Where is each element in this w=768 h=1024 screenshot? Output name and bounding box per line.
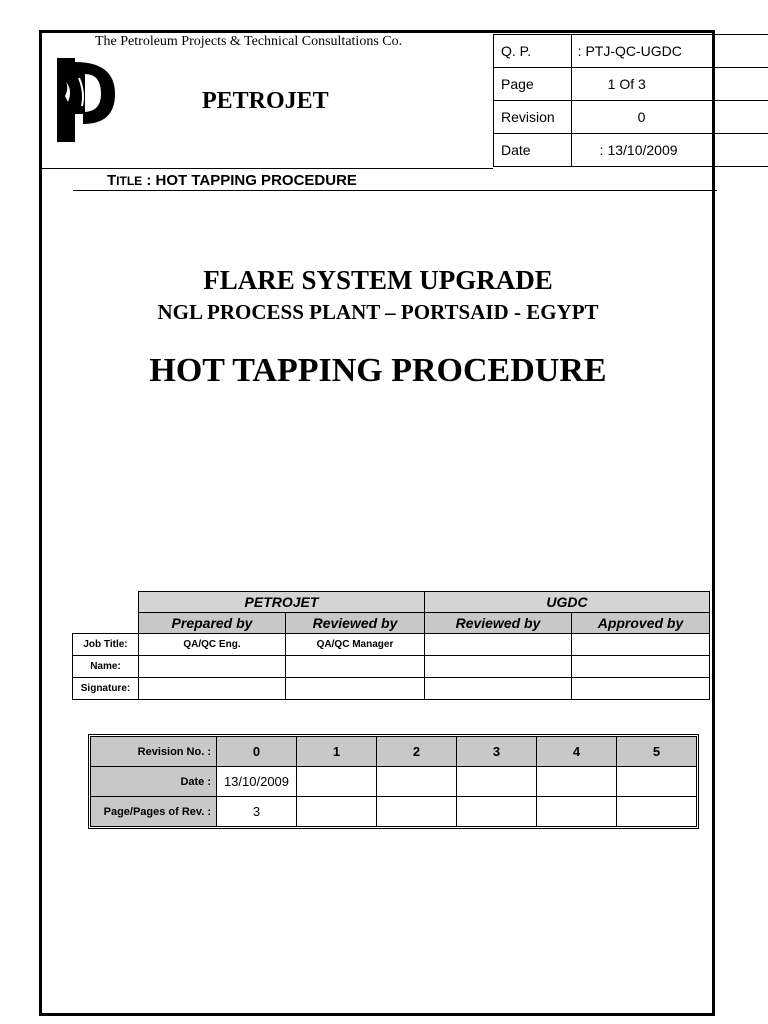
- project-title: FLARE SYSTEM UPGRADE: [203, 265, 553, 295]
- row-label: Name:: [73, 656, 139, 678]
- revision-date-row: [91, 767, 697, 797]
- title-text: : HOT TAPPING PROCEDURE: [142, 172, 357, 189]
- meta-key: Q. P.: [494, 35, 572, 68]
- revision-number: 3: [457, 737, 537, 767]
- meta-value: 0: [571, 101, 768, 134]
- revision-table-frame: [88, 734, 699, 829]
- meta-row-revision: [494, 101, 768, 134]
- revision-number-row: [91, 737, 697, 767]
- revision-date: [537, 767, 617, 797]
- header-divider: [41, 168, 493, 169]
- meta-row-page: [494, 68, 768, 101]
- brand-name: PETROJET: [202, 88, 329, 114]
- title-prefix-initial: T: [107, 172, 117, 189]
- title-underline: [73, 190, 717, 191]
- signature-cell: [139, 678, 286, 700]
- name-cell: [286, 656, 425, 678]
- revision-date: [457, 767, 537, 797]
- row-label: Page/Pages of Rev. :: [91, 797, 217, 827]
- revision-number: 4: [537, 737, 617, 767]
- meta-key: Date: [494, 134, 572, 167]
- name-cell: [572, 656, 710, 678]
- revision-pages: [617, 797, 697, 827]
- signature-cell: [425, 678, 572, 700]
- revision-table: [90, 736, 697, 827]
- name-cell: [139, 656, 286, 678]
- document-meta-table: [493, 34, 768, 167]
- row-label: Signature:: [73, 678, 139, 700]
- job-title-cell: [425, 634, 572, 656]
- revision-date: [377, 767, 457, 797]
- meta-value: : PTJ-QC-UGDC: [571, 35, 768, 68]
- petrojet-logo: [55, 58, 117, 142]
- approval-row-signature: [73, 678, 710, 700]
- revision-date: [617, 767, 697, 797]
- group-header: PETROJET: [139, 592, 425, 613]
- revision-number: 5: [617, 737, 697, 767]
- revision-pages: 3: [217, 797, 297, 827]
- meta-key: Revision: [494, 101, 572, 134]
- meta-value: : 13/10/2009: [571, 134, 768, 167]
- signature-cell: [286, 678, 425, 700]
- approval-table: [72, 591, 710, 700]
- empty-cell: [73, 592, 139, 613]
- title-bar: [107, 172, 357, 189]
- job-title-cell: QA/QC Manager: [286, 634, 425, 656]
- row-label: Job Title:: [73, 634, 139, 656]
- revision-pages: [457, 797, 537, 827]
- revision-pages: [297, 797, 377, 827]
- project-location: NGL PROCESS PLANT – PORTSAID - EGYPT: [157, 300, 599, 324]
- meta-row-date: [494, 134, 768, 167]
- meta-row-qp: [494, 35, 768, 68]
- title-prefix-rest: ITLE: [116, 174, 143, 188]
- job-title-cell: QA/QC Eng.: [139, 634, 286, 656]
- revision-number: 2: [377, 737, 457, 767]
- signature-cell: [572, 678, 710, 700]
- revision-date: 13/10/2009: [217, 767, 297, 797]
- document-title: HOT TAPPING PROCEDURE: [149, 352, 607, 389]
- revision-pages-row: [91, 797, 697, 827]
- row-label: Date :: [91, 767, 217, 797]
- empty-cell: [73, 613, 139, 634]
- meta-key: Page: [494, 68, 572, 101]
- role-header: Prepared by: [139, 613, 286, 634]
- job-title-cell: [572, 634, 710, 656]
- role-header: Reviewed by: [425, 613, 572, 634]
- group-header: UGDC: [425, 592, 710, 613]
- meta-value: 1 Of 3: [571, 68, 768, 101]
- role-header: Approved by: [572, 613, 710, 634]
- approval-row-name: [73, 656, 710, 678]
- company-name: The Petroleum Projects & Technical Consultations Co.: [95, 34, 403, 49]
- role-header: Reviewed by: [286, 613, 425, 634]
- approval-row-job-title: [73, 634, 710, 656]
- revision-pages: [537, 797, 617, 827]
- revision-pages: [377, 797, 457, 827]
- revision-number: 1: [297, 737, 377, 767]
- revision-number: 0: [217, 737, 297, 767]
- revision-date: [297, 767, 377, 797]
- name-cell: [425, 656, 572, 678]
- row-label: Revision No. :: [91, 737, 217, 767]
